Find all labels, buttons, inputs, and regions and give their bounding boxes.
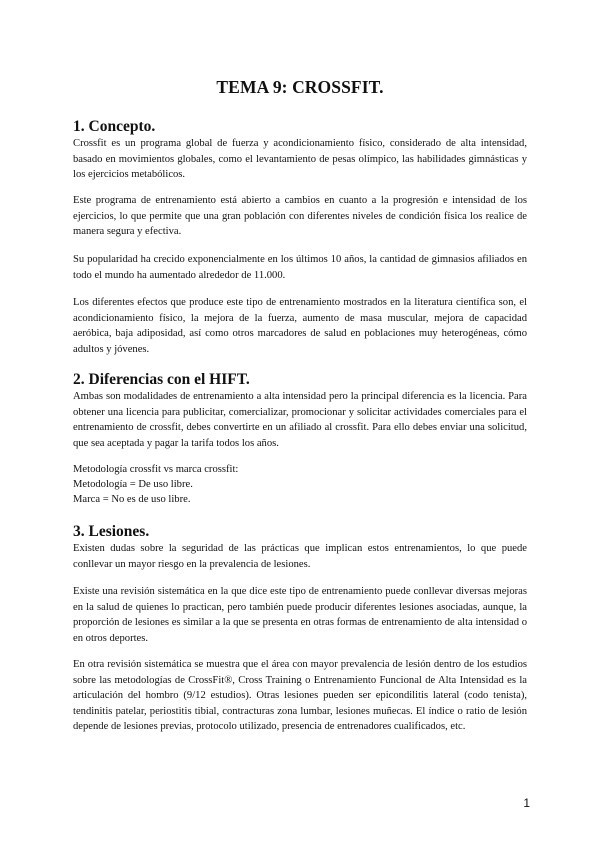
section-heading-diferencias: 2. Diferencias con el HIFT. — [73, 371, 250, 388]
text-line: Marca = No es de uso libre. — [73, 494, 191, 505]
paragraph: Los diferentes efectos que produce este tipo de entrenamiento mostrados en la literatura científica son, el acondicionamiento físico, la mejora de la fuerza, aumento de masa muscular, mejora de capacidad aeróbica, baja adiposidad, así como otros marcadores de salud en poblaciones muy heterogéneas, cómo adultos y jóvenes. — [73, 297, 527, 355]
section-heading-lesiones: 3. Lesiones. — [73, 523, 150, 540]
section-heading-concepto: 1. Concepto. — [73, 118, 156, 135]
paragraph: Ambas son modalidades de entrenamiento a alta intensidad pero la principal diferencia es la licencia. Para obtener una licencia para publicitar, comercializar, promocionar y solicitar actividades comerciales para el entrenamiento de crossfit, debes convertirte en un afiliado al crossfit. Para ello debes enviar una solicitud, que sea aceptada y pagar la tarifa todos los años. — [73, 391, 527, 449]
paragraph: Existen dudas sobre la seguridad de las prácticas que implican estos entrenamientos, lo que puede conllevar un mayor riesgo en la prevalencia de lesiones. — [73, 543, 527, 570]
text-line: Metodología = De uso libre. — [73, 479, 193, 490]
text-line: Metodología crossfit vs marca crossfit: — [73, 464, 239, 475]
page-number: 1 — [523, 796, 530, 810]
paragraph: En otra revisión sistemática se muestra que el área con mayor prevalencia de lesión dentro de los estudios sobre las metodologías de CrossFit®, Cross Training o Entrenamiento Funcional de Alta Intensidad es la articulación del hombro (9/12 estudios). Otras lesiones pueden ser epicondilitis lateral (codo tenista), tendinitis patelar, periostitis tibial, contracturas zona lumbar, lesiones muñecas. El índice o ratio de lesión depende de lesiones previas, protocolo utilizado, presencia de entrenadores cualificados, etc. — [73, 659, 527, 733]
document-title: TEMA 9: CROSSFIT. — [216, 77, 384, 97]
paragraph: Existe una revisión sistemática en la que dice este tipo de entrenamiento puede conllevar diversas mejoras en la salud de quienes lo practican, pero también puede producir diferentes lesiones asociadas, aunque, la proporción de lesiones es similar a la que se presenta en otras formas de entrenamiento de alta intensidad o en otros deportes. — [73, 586, 527, 644]
paragraph: Crossfit es un programa global de fuerza y acondicionamiento físico, considerado de alta intensidad, basado en movimientos globales, como el levantamiento de pesas olímpico, las habilidades gimnásticas y los ejercicios metabólicos. — [73, 138, 527, 181]
paragraph: Su popularidad ha crecido exponencialmente en los últimos 10 años, la cantidad de gimnasios afiliados en todo el mundo ha aumentado alrededor de 11.000. — [73, 254, 527, 281]
paragraph: Este programa de entrenamiento está abierto a cambios en cuanto a la progresión e intensidad de los ejercicios, lo que permite que una gran población con diferentes niveles de condición física los realice de manera segura y efectiva. — [73, 195, 527, 238]
